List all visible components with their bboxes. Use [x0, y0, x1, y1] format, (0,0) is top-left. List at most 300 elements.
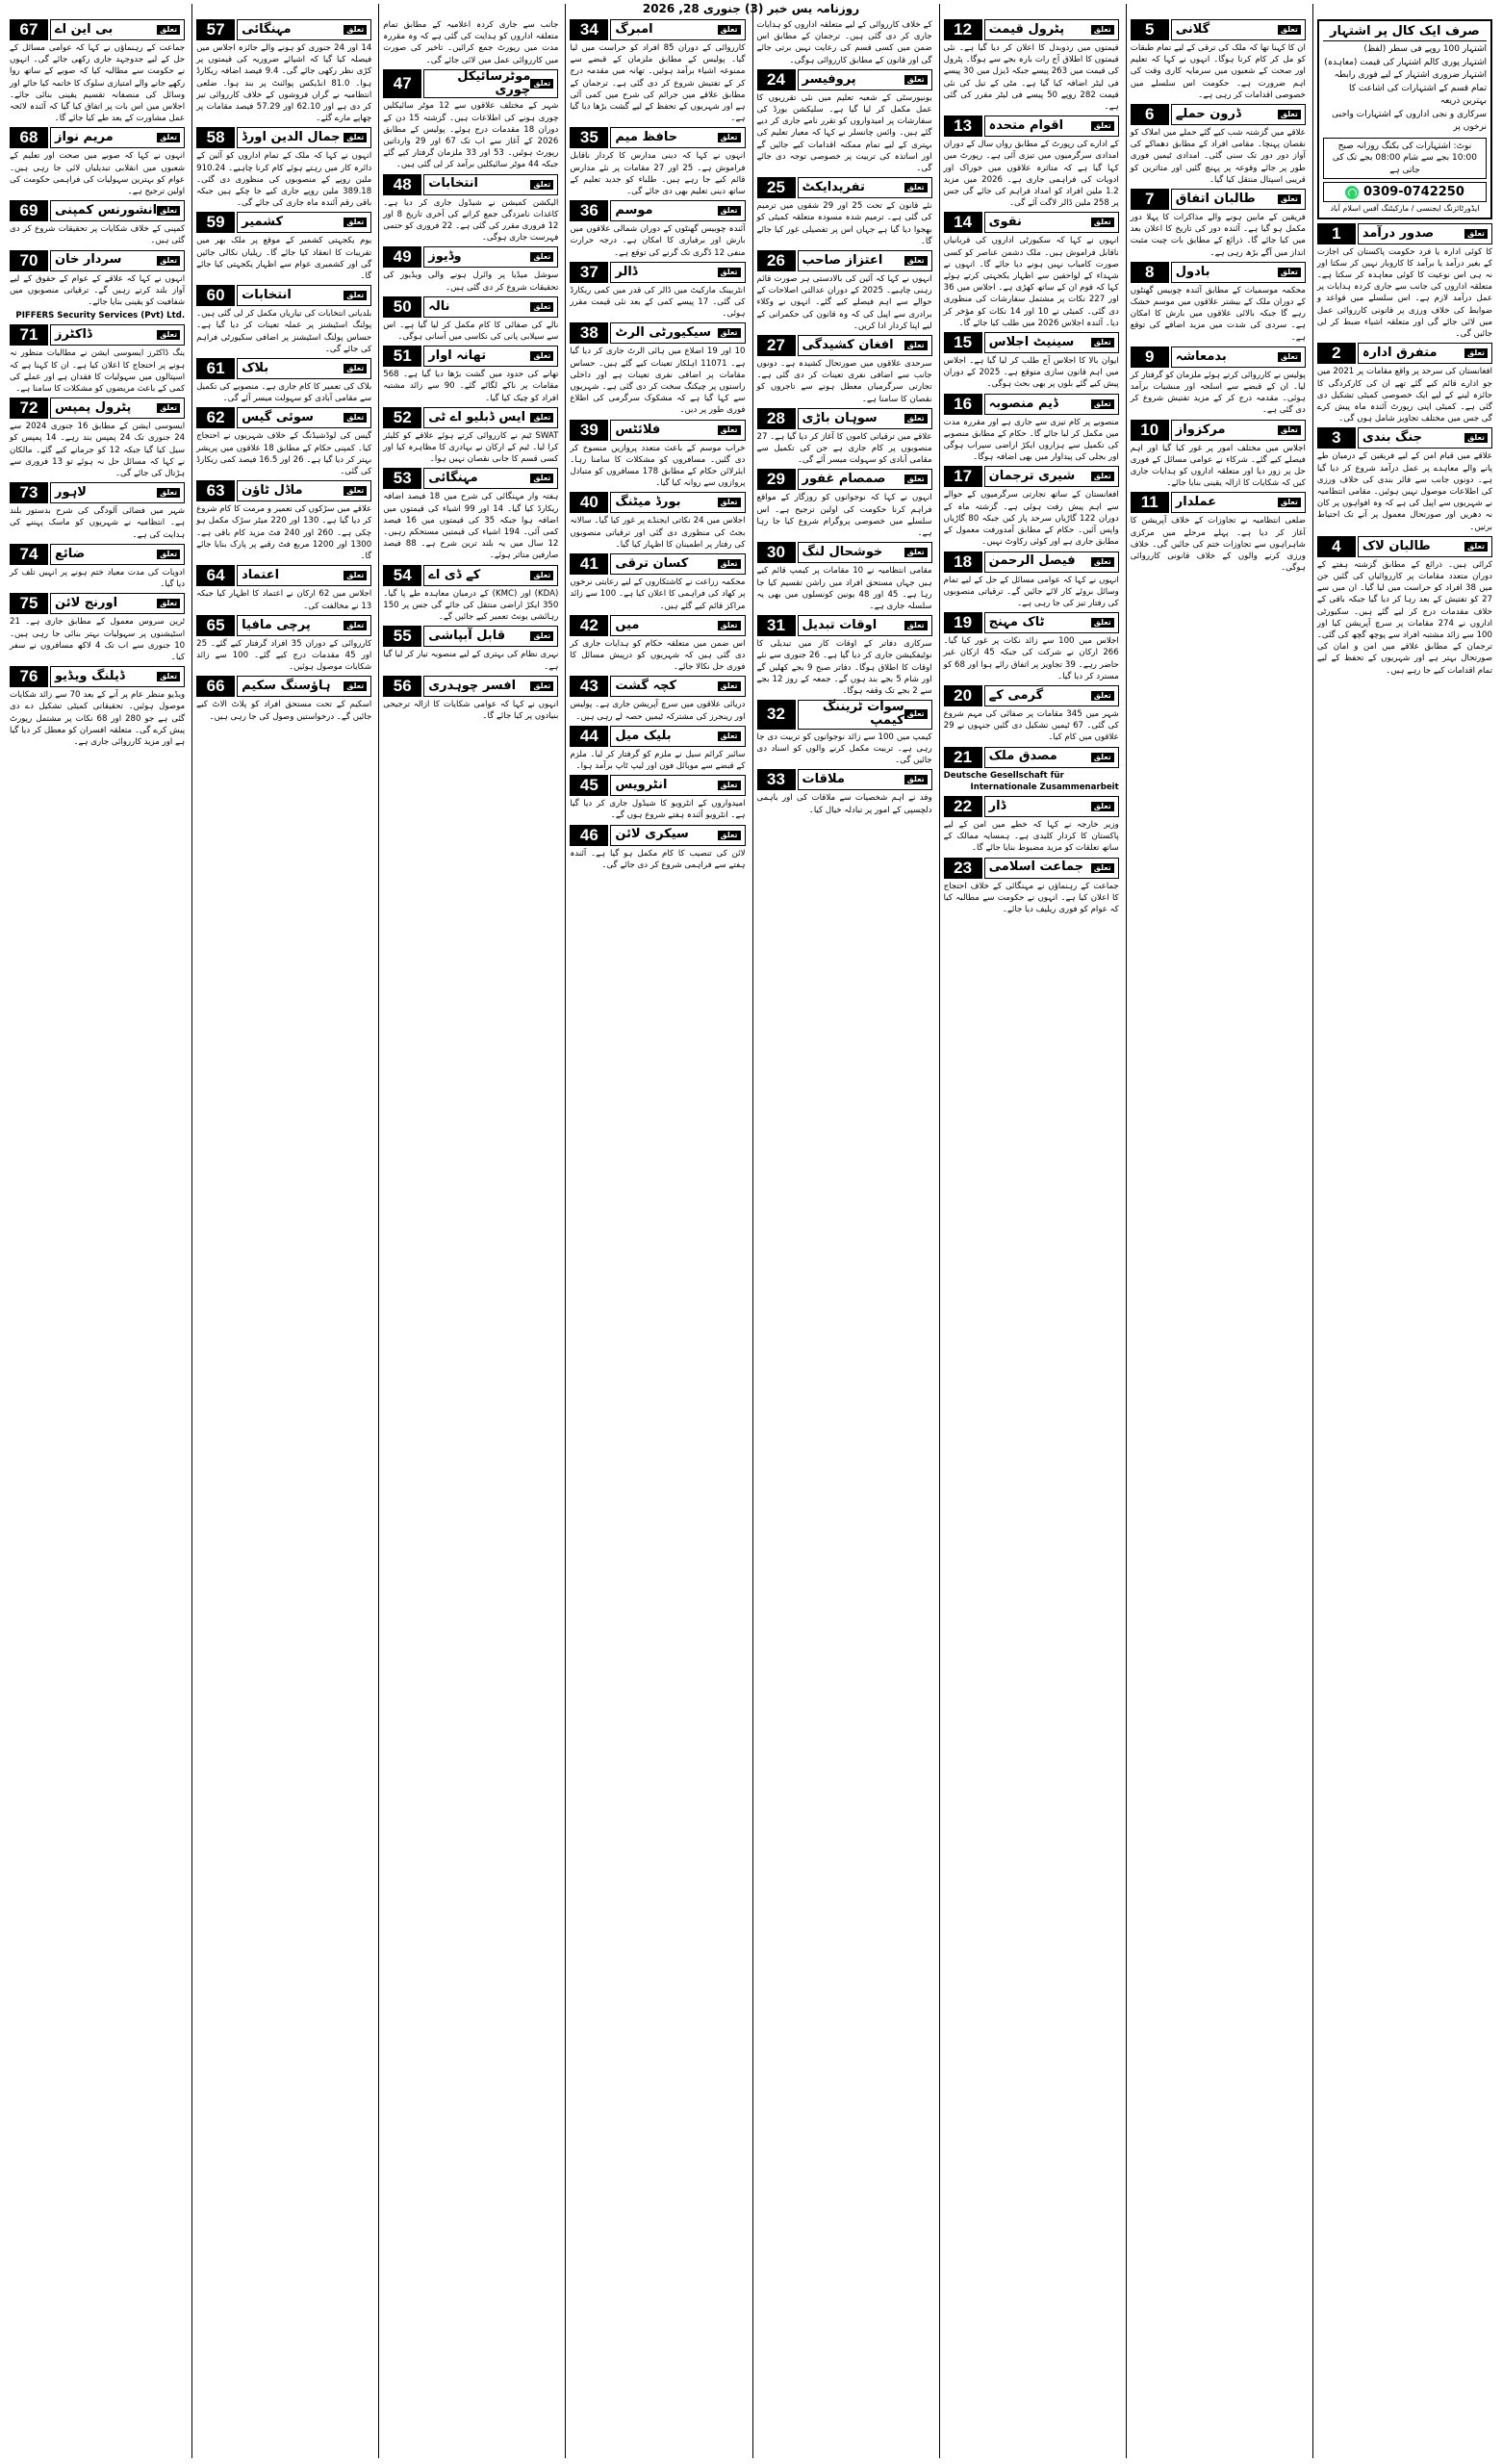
news-item-body: مقامی انتظامیہ نے 10 مقامات پر کیمپ قائم کیے ہیں جہاں مستحق افراد میں راشن تقسیم کیا جا رہا ہے۔ 45 اور 48 یونین کونسلوں میں بھی یہ سلسلہ جاری ہے۔: [756, 566, 932, 611]
news-item-title[interactable]: [50, 250, 185, 271]
news-item-title-text: موٹرسائیکل چوری: [457, 68, 531, 98]
news-item-body: بلاک کی تعمیر کا کام جاری ہے۔ منصوبے کی تکمیل سے مقامی آبادی کو سہولت میسر آئے گی۔: [196, 382, 372, 404]
news-item: [570, 553, 745, 612]
news-item-title[interactable]: [50, 19, 185, 40]
news-item-body: Deutsche Gesellschaft für Internationale Zusammenarbeit: [943, 770, 1119, 792]
news-item-body: ایسوسی ایشن کے مطابق 16 جنوری 2024 سے 24 جنوری تک 24 پمپس بند رہے۔ 14 پمپس کو سیل کیا گیا جبکہ 12 کو جرمانے کیے گئے۔ مالکان نے کہا کہ مسائل حل نہ ہوئے تو 13 فروری سے ہڑتال کی جائے گی۔: [10, 422, 186, 479]
news-item-body: (KDA) اور (KMC) کے درمیان معاہدہ طے پا گیا۔ 350 ایکڑ اراضی منتقل کی جائے گی جس پر 150 رہائشی یونٹ تعمیر کیے جائیں گے۔: [383, 588, 559, 623]
news-item-number: 30: [757, 542, 796, 563]
news-item-title[interactable]: [423, 346, 558, 367]
news-item-tag: تعلق: [904, 414, 928, 424]
news-item-number: 23: [944, 858, 982, 879]
news-item-tag: تعلق: [344, 364, 367, 373]
news-item-tag: تعلق: [157, 256, 180, 266]
news-item: [10, 666, 185, 748]
news-item-body: انٹربینک مارکیٹ میں ڈالر کی قدر میں کمی ریکارڈ کی گئی۔ 17 پیسے کمی کے بعد نئی قیمت مقرر ہوئی۔: [570, 285, 746, 320]
ad-phone-number: 0309-0742250: [1362, 185, 1464, 200]
news-item-header: [1131, 262, 1306, 283]
news-item-body: منصوبے پر کام تیزی سے جاری ہے اور مقررہ مدت میں مکمل کر لیا جائے گا۔ حکام کے مطابق منصوبے کی تکمیل سے ہزاروں ایکڑ اراضی سیراب ہوگی اور بجلی کی پیداوار میں بھی اضافہ ہوگا۔: [943, 417, 1119, 463]
news-item-tag: تعلق: [1278, 425, 1301, 435]
news-item-title-text: کے ڈی اے: [428, 567, 481, 582]
news-item: [757, 700, 932, 766]
news-item-title-text: طالبان لاک: [1362, 538, 1431, 553]
news-item-title[interactable]: [423, 69, 558, 99]
news-item-number: 68: [10, 127, 48, 148]
news-item: [757, 69, 932, 174]
news-item-header: [570, 322, 745, 344]
news-item-title[interactable]: [50, 482, 185, 503]
news-item-title[interactable]: [610, 200, 745, 221]
news-item-title[interactable]: [237, 615, 371, 636]
news-item-number: 7: [1131, 189, 1169, 210]
news-item-body: پولیس نے کارروائی کرتے ہوئے ملزمان کو گرفتار کر لیا۔ ان کے قبضے سے اسلحہ اور منشیات برآمد ہوئی۔ مقدمہ درج کر کے مزید تفتیش شروع کر دی گئی ہے۔: [1130, 370, 1306, 416]
news-item-title[interactable]: [610, 676, 745, 697]
news-item-title[interactable]: [798, 335, 932, 356]
news-item-title[interactable]: [50, 398, 185, 419]
news-item: [944, 19, 1119, 113]
news-item-title[interactable]: [423, 565, 558, 586]
news-item-number: 27: [757, 335, 796, 356]
news-item: [944, 858, 1119, 916]
news-item-number: 70: [10, 250, 48, 271]
news-item-title[interactable]: [984, 552, 1119, 573]
news-item-title[interactable]: [984, 466, 1119, 487]
news-item: [757, 19, 932, 66]
news-item-tag: تعلق: [718, 559, 741, 569]
news-item-body: نئے قانون کے تحت 25 اور 29 شقوں میں ترمیم کی گئی ہے۔ ترمیم شدہ مسودہ متعلقہ کمیٹی کو بھجوا دیا گیا ہے جہاں اس پر تفصیلی غور کیا جائے گا۔: [756, 201, 932, 246]
news-item: [757, 408, 932, 467]
news-item-header: [570, 825, 745, 846]
news-item: [1317, 343, 1492, 424]
news-item-title[interactable]: [984, 747, 1119, 768]
news-item-body: نالے کی صفائی کا کام مکمل کر لیا گیا ہے۔ اس سے سیلابی پانی کی نکاسی میں آسانی ہوگی۔: [383, 320, 559, 343]
news-item-title[interactable]: [423, 174, 558, 195]
news-item: [1131, 262, 1306, 344]
news-item-title[interactable]: [1171, 19, 1306, 40]
news-item-header: [1131, 19, 1306, 40]
news-item-body: افغانستان کی سرحد پر واقع مقامات پر 2021 میں جو ادارے قائم کیے گئے تھے ان کی کارکردگی کا جائزہ لینے کے لیے ایک خصوصی کمیٹی تشکیل دی گئی ہے۔ کمیٹی اپنی رپورٹ آئندہ ماہ پیش کرے گی جس میں مختلف تجاویز شامل ہوں گی۔: [1316, 367, 1492, 424]
news-item-title[interactable]: [798, 769, 932, 790]
news-item-body: الیکشن کمیشن نے شیڈول جاری کر دیا ہے۔ کاغذات نامزدگی جمع کرانے کی آخری تاریخ 8 اور 12 فروری مقرر کی گئی ہے۔ 22 فروری کو حتمی فہرست جاری ہوگی۔: [383, 197, 559, 244]
news-item-body: اجلاس میں 62 ارکان نے اعتماد کا اظہار کیا جبکہ 13 نے مخالفت کی۔: [196, 589, 372, 611]
news-item-title-text: متفرق ادارہ: [1362, 346, 1438, 361]
news-item-title[interactable]: [984, 685, 1119, 706]
news-item-number: 20: [944, 685, 982, 706]
news-item-number: 42: [570, 615, 608, 636]
column-3: [939, 4, 1123, 2458]
news-item-body: شہر کے مختلف علاقوں سے 12 موٹر سائیکلیں چوری ہونے کی اطلاعات ہیں۔ گزشتہ 15 دن کے دوران 18 مقدمات درج ہوئے۔ پولیس کے مطابق 2026 کے آغاز سے اب تک 67 اور 29 وارداتیں رپورٹ ہوئیں۔ 53 اور 33 ملزمان گرفتار کیے گئے جبکہ 44 موٹر سائیکلیں برآمد کر لی گئی ہیں۔: [383, 101, 559, 170]
news-item-number: 31: [757, 615, 796, 636]
news-item-header: [196, 615, 371, 636]
news-item-header: [944, 466, 1119, 487]
news-item: [570, 775, 745, 821]
news-item: [944, 394, 1119, 464]
news-item-header: [10, 127, 185, 148]
news-item-body: جانب سے جاری کردہ اعلامیہ کے مطابق تمام متعلقہ اداروں کو ہدایت کی گئی ہے کہ وہ مقررہ مدت میں رپورٹ جمع کرائیں۔ تاخیر کی صورت میں کارروائی عمل میں لائی جائے گی۔: [383, 20, 559, 65]
news-item-body: کے ادارے کی رپورٹ کے مطابق رواں سال کے دوران امدادی سرگرمیوں میں تیزی آئی ہے۔ رپورٹ میں کہا گیا ہے کہ متاثرہ علاقوں میں خوراک اور ادویات کی فراہمی جاری ہے۔ 2026 میں مزید 1.2 ملین افراد کو امداد فراہم کی جائے گی جس پر 258 ملین ڈالر لاگت آئے گی۔: [943, 140, 1119, 209]
news-item: [383, 626, 558, 672]
news-item-title[interactable]: [50, 200, 185, 221]
news-item-number: 5: [1131, 19, 1169, 40]
news-item-header: [570, 615, 745, 636]
news-item-title[interactable]: [423, 407, 558, 428]
news-item: [1131, 346, 1306, 417]
news-item: [944, 212, 1119, 329]
news-item-title[interactable]: [984, 332, 1119, 353]
news-item-tag: تعلق: [344, 621, 367, 630]
news-item-title-text: کچہ گشت: [615, 679, 676, 694]
news-item-header: [10, 544, 185, 565]
news-item-tag: تعلق: [530, 351, 553, 361]
news-item-title[interactable]: [50, 544, 185, 565]
news-item-tag: تعلق: [157, 330, 180, 340]
news-item-title[interactable]: [1358, 343, 1492, 364]
news-item-title[interactable]: [610, 19, 745, 40]
news-item-body: آئندہ چوبیس گھنٹوں کے دوران شمالی علاقوں میں بارش اور برفباری کا امکان ہے۔ درجہ حرارت منفی 12 ڈگری تک گرنے کی توقع ہے۔: [570, 224, 746, 258]
news-item-header: [1317, 223, 1492, 244]
news-item-title[interactable]: [984, 116, 1119, 137]
news-item-number: 41: [570, 553, 608, 575]
news-item-title[interactable]: [610, 615, 745, 636]
news-item-title-text: بلیک میل: [615, 728, 672, 743]
news-item: [383, 19, 558, 66]
news-item-body: 14 اور 24 جنوری کو ہونے والے جائزہ اجلاس میں فیصلہ کیا گیا کہ اشیائے ضروریہ کی قیمتوں پر کڑی نظر رکھی جائے گی۔ 9.4 فیصد اضافہ ریکارڈ ہوا۔ 81.0 انڈیکس پوائنٹ پر بند ہوا۔ ضلعی انتظامیہ نے گراں فروشوں کے خلاف کارروائی تیز کر دی ہے اور 62.10 اور 57.29 فیصد مقامات پر چھاپے مارے گئے۔: [196, 43, 372, 124]
news-item: [10, 200, 185, 246]
news-item-number: 47: [383, 69, 421, 99]
news-item-body: بلدیاتی انتخابات کی تیاریاں مکمل کر لی گئی ہیں۔ پولنگ اسٹیشنز پر عملہ تعینات کر دیا گیا ہے۔ حساس پولنگ اسٹیشنز پر اضافی سکیورٹی فراہم کی جائے گی۔: [196, 309, 372, 354]
news-item-number: 17: [944, 466, 982, 487]
news-item-header: [10, 250, 185, 271]
news-item-body: اجلاس میں 100 سے زائد نکات پر غور کیا گیا۔ 266 ارکان نے شرکت کی جبکہ 45 ارکان غیر حاضر رہے۔ 39 تجاویز پر اتفاق رائے ہوا اور 68 کو مسترد کر دیا گیا۔: [943, 636, 1119, 681]
news-item-title[interactable]: [798, 69, 932, 90]
news-item-body: کیمپ میں 100 سے زائد نوجوانوں کو تربیت دی جا رہی ہے۔ تربیت مکمل کرنے والوں کو اسناد دی جائیں گی۔: [756, 732, 932, 766]
news-item-body: نہری نظام کی بہتری کے لیے منصوبہ تیار کر لیا گیا ہے۔: [383, 650, 559, 672]
news-item-title[interactable]: [610, 726, 745, 747]
news-item-number: 43: [570, 676, 608, 697]
news-item-title-text: سیکری لائن: [615, 827, 689, 842]
news-item-title[interactable]: [423, 296, 558, 318]
news-item-title[interactable]: [984, 858, 1119, 879]
news-item-title[interactable]: [984, 212, 1119, 233]
news-item-number: 4: [1317, 536, 1356, 557]
news-item-header: [944, 116, 1119, 137]
news-item-body: قیمتوں میں ردوبدل کا اعلان کر دیا گیا ہے۔ نئی قیمتوں کا اطلاق آج رات بارہ بجے سے ہوگا۔ پٹرول کی قیمت میں 263 پیسے جبکہ ڈیزل میں 30 پیسے فی لیٹر اضافہ کیا گیا ہے۔ مٹی کے تیل کی نئی قیمت 282 روپے 50 پیسے فی لیٹر مقرر کی گئی ہے۔: [943, 43, 1119, 113]
news-item: [757, 250, 932, 332]
news-item-title[interactable]: [1171, 346, 1306, 368]
news-item-header: [944, 332, 1119, 353]
news-item-title[interactable]: [1171, 492, 1306, 513]
news-item-body: کا کوئی ادارہ یا فرد حکومت پاکستان کی اجازت کے بغیر درآمد یا برآمد کا کاروبار نہیں کر سکتا اور نہ ہی اس نوعیت کا کوئی معاہدہ کر سکتا ہے۔ متعلقہ اداروں کی جانب سے جاری کردہ ہدایات پر عمل درآمد لازم ہے۔ اس سلسلے میں قواعد و ضوابط کی خلاف ورزی پر قانونی کارروائی عمل میں لائی جائے گی اور متعلقہ اشیاء ضبط کر لی جائیں گی۔: [1316, 246, 1492, 340]
news-item-tag: تعلق: [1464, 433, 1488, 443]
news-item-body: انہوں نے کہا کہ عوامی مسائل کے حل کے لیے تمام وسائل بروئے کار لائے جائیں گے۔ ترقیاتی منصوبوں کی رفتار تیز کی جا رہی ہے۔: [943, 575, 1119, 608]
news-item-title-text: مرکزواز: [1175, 422, 1226, 437]
news-item-number: 69: [10, 200, 48, 221]
news-item-tag: تعلق: [904, 548, 928, 557]
news-item-number: 6: [1131, 104, 1169, 125]
news-item-body: خراب موسم کے باعث متعدد پروازیں منسوخ کر دی گئیں۔ مسافروں کو مشکلات کا سامنا رہا۔ ایئرلائن حکام کے مطابق 178 مسافروں کو متبادل پروازوں سے روانہ کیا گیا۔: [570, 443, 746, 489]
news-item-header: [196, 285, 371, 306]
news-item-tag: تعلق: [530, 180, 553, 190]
news-item-tag: تعلق: [904, 75, 928, 85]
news-item-title[interactable]: [1171, 420, 1306, 441]
news-item-title-text: بی این اے: [55, 21, 114, 37]
news-item-title[interactable]: [798, 408, 932, 429]
news-item: [944, 747, 1119, 793]
news-item-header: [383, 676, 558, 697]
news-item-title[interactable]: [423, 246, 558, 268]
news-item-title[interactable]: [423, 676, 558, 697]
news-item-header: [944, 858, 1119, 879]
news-item-body: امیدواروں کے انٹرویو کا شیڈول جاری کر دیا گیا ہے۔ انٹرویو آئندہ ہفتے شروع ہوں گے۔: [570, 799, 746, 821]
news-item-title[interactable]: [984, 394, 1119, 415]
news-item-title[interactable]: [610, 825, 745, 846]
news-item-number: 75: [10, 593, 48, 614]
news-item-title[interactable]: [237, 565, 371, 586]
news-item-number: 52: [383, 407, 421, 428]
news-item-title-text: تھانہ اوار: [428, 348, 487, 364]
news-item-tag: تعلق: [904, 775, 928, 784]
news-item-title-text: ملاقات: [802, 772, 845, 787]
news-item-title-text: شیری ترجمان: [988, 469, 1076, 484]
news-item-number: 28: [757, 408, 796, 429]
news-item-tag: تعلق: [157, 133, 180, 142]
news-item-title[interactable]: [50, 666, 185, 687]
news-item-title-text: جماعت اسلامی: [988, 860, 1084, 875]
news-item-header: [570, 200, 745, 221]
news-item-title-text: موسم: [615, 203, 653, 218]
news-item-header: [383, 174, 558, 195]
news-item-number: 51: [383, 346, 421, 367]
news-item-title[interactable]: [50, 324, 185, 346]
news-item-title[interactable]: [1358, 223, 1492, 244]
news-item-title-text: ماڈل ٹاؤن: [242, 483, 303, 499]
news-item: [10, 250, 185, 322]
news-item-body: وزیر خارجہ نے کہا کہ خطے میں امن کے لیے پاکستان کا کردار کلیدی ہے۔ ہمسایہ ممالک کے ساتھ تعلقات کو مزید مضبوط بنایا جائے گا۔: [943, 819, 1119, 854]
news-item-title[interactable]: [50, 127, 185, 148]
news-item-title[interactable]: [798, 615, 932, 636]
ad-phone-bar[interactable]: [1323, 182, 1487, 202]
news-item: [944, 552, 1119, 610]
news-item-body: اجلاس میں مختلف امور پر غور کیا گیا اور اہم فیصلے کیے گئے۔ شرکاء نے عوامی مسائل کے فوری حل پر زور دیا اور متعلقہ اداروں کو ہدایات جاری کیں کہ شکایات کا ازالہ یقینی بنایا جائے۔: [1130, 443, 1306, 489]
news-item-body: ٹرین سروس معمول کے مطابق جاری ہے۔ 21 اسٹیشنوں پر سہولیات بہتر بنائی جا رہی ہیں۔ 10 جنوری سے اب تک 4 لاکھ مسافروں نے سفر کیا۔: [10, 617, 186, 662]
news-item-title[interactable]: [50, 593, 185, 614]
news-item: [570, 200, 745, 259]
news-item-title-text: جنگ بندی: [1362, 430, 1422, 446]
news-item-header: [196, 565, 371, 586]
news-item-title[interactable]: [798, 542, 932, 563]
news-item: [757, 335, 932, 405]
news-item: [196, 127, 371, 209]
news-item-tag: تعلق: [718, 831, 741, 840]
news-item-title[interactable]: [798, 469, 932, 490]
news-item-title[interactable]: [237, 285, 371, 306]
news-item: [570, 825, 745, 871]
news-item-title[interactable]: [1358, 427, 1492, 449]
news-item-body: کرائی ہیں۔ ذرائع کے مطابق گزشتہ ہفتے کے دوران متعدد مقامات پر کارروائیاں کی گئیں جن میں 38 افراد کو حراست میں لیا گیا۔ ان میں سے 27 کو تفتیش کے بعد رہا کر دیا گیا جبکہ باقی کے خلاف مقدمات درج کر لیے گئے ہیں۔ سکیورٹی اداروں نے 274 مقامات پر سرچ آپریشن کیا اور 100 سے زائد مشتبہ افراد سے پوچھ گچھ کی گئی۔ ترجمان کے مطابق علاقے میں امن و امان کی صورتحال بہتر ہے اور شہریوں کے تحفظ کے لیے تمام اقدامات کیے جا رہے ہیں۔: [1316, 559, 1492, 676]
news-item-title[interactable]: [237, 480, 371, 501]
news-item-header: [383, 565, 558, 586]
news-item-title[interactable]: [1358, 536, 1492, 557]
news-item-number: 71: [10, 324, 48, 346]
news-item-title-text: پٹرول پمپس: [55, 400, 132, 416]
news-item-title-text: سینیٹ اجلاس: [988, 334, 1075, 349]
news-item-tag: تعلق: [1278, 268, 1301, 277]
news-item: [196, 407, 371, 477]
news-item-body: محکمہ موسمیات کے مطابق آئندہ چوبیس گھنٹوں کے دوران ملک کے بیشتر علاقوں میں موسم خشک رہے گا جبکہ بالائی علاقوں میں بارش کا امکان ہے۔ سردی کی شدت میں مزید اضافے کی توقع ہے۔: [1130, 285, 1306, 343]
news-item-body: علاقے میں قیام امن کے لیے فریقین کے درمیان طے پانے والے معاہدے پر عمل درآمد شروع کر دیا گیا ہے۔ دونوں جانب سے فائر بندی کی خلاف ورزی کی اطلاعات موصول نہیں ہوئیں۔ مقامی انتظامیہ نے شہریوں سے اپیل کی ہے کہ وہ افواہوں پر کان نہ دھریں اور صورتحال معمول پر آنے تک احتیاط برتیں۔: [1316, 451, 1492, 532]
news-item-title[interactable]: [798, 700, 932, 730]
news-item-tag: تعلق: [718, 328, 741, 338]
news-item-body: سائبر کرائم سیل نے ملزم کو گرفتار کر لیا۔ ملزم کے قبضے سے موبائل فون اور لیپ ٹاپ برآمد ہوا۔: [570, 749, 746, 771]
news-item-title[interactable]: [237, 19, 371, 40]
news-item-header: [196, 676, 371, 697]
news-item-tag: تعلق: [1278, 110, 1301, 119]
news-item-title[interactable]: [237, 358, 371, 379]
news-item-title[interactable]: [1171, 189, 1306, 210]
news-item-number: 48: [383, 174, 421, 195]
ad-line-4: تمام قسم کے اشتہارات کی اشاعت کا بہترین ذریعہ: [1349, 83, 1487, 106]
news-item-number: 18: [944, 552, 982, 573]
news-item-title-text: وڈیوز: [428, 249, 462, 265]
news-item-number: 59: [196, 212, 235, 233]
news-item-title-text: میں: [615, 617, 640, 632]
news-item-header: [944, 685, 1119, 706]
news-item-tag: تعلق: [157, 25, 180, 35]
news-item-title[interactable]: [610, 492, 745, 513]
news-item-title-text: ڈالر: [615, 264, 638, 279]
news-item: [196, 480, 371, 562]
news-item-tag: تعلق: [157, 403, 180, 413]
news-item: [10, 398, 185, 479]
news-item: [383, 565, 558, 624]
news-item-title-text: بلاک: [242, 360, 269, 375]
news-item-tag: تعلق: [718, 681, 741, 691]
news-item-number: 3: [1317, 427, 1356, 449]
news-item-title[interactable]: [423, 626, 558, 647]
news-item-tag: تعلق: [1091, 691, 1114, 701]
news-item-title-text: مریم نواز: [55, 130, 114, 145]
news-item-tag: تعلق: [904, 256, 928, 266]
news-item-header: [757, 408, 932, 429]
news-item-number: 45: [570, 775, 608, 796]
news-item-header: [944, 394, 1119, 415]
news-item-header: [10, 593, 185, 614]
news-item-title[interactable]: [798, 250, 932, 271]
news-item-title-text: صمصام غفور: [802, 472, 886, 487]
news-item-title[interactable]: [798, 177, 932, 198]
news-item-header: [383, 296, 558, 318]
news-item-title-text: مصدق ملک: [988, 749, 1057, 764]
news-item-title-text: انتخابات: [428, 176, 478, 192]
news-item-body: افغانستان کے ساتھ تجارتی سرگرمیوں کے حوالے سے اہم پیش رفت ہوئی ہے۔ گزشتہ ماہ کے دوران 122 گاڑیاں سرحد پار کیں جبکہ 80 گاڑیاں واپس آئیں۔ حکام کے مطابق آمدورفت معمول کے مطابق جاری ہے اور کوئی رکاوٹ نہیں۔: [943, 490, 1119, 548]
news-item-header: [944, 747, 1119, 768]
news-item-number: 53: [383, 468, 421, 489]
news-item-title[interactable]: [1171, 104, 1306, 125]
news-item-body: کارروائی کے دوران 35 افراد گرفتار کیے گئے۔ 25 اور 45 مقدمات درج کیے گئے۔ 100 سے زائد شکایات موصول ہوئیں۔: [196, 638, 372, 673]
news-item-number: 56: [383, 676, 421, 697]
news-item-title[interactable]: [984, 19, 1119, 40]
news-item-body: یونیورسٹی کے شعبہ تعلیم میں نئی تقرریوں کا عمل مکمل کر لیا گیا ہے۔ سلیکشن بورڈ کی سفارشات پر امیدواروں کو تقرر نامے جاری کر دیے گئے ہیں۔ وائس چانسلر نے کہا کہ معیار تعلیم کی بہتری کے لیے تمام ممکنہ اقدامات کیے جائیں گے اور اساتذہ کی تربیت پر خصوصی توجہ دی جائے گی۔: [756, 92, 932, 174]
news-item-title[interactable]: [610, 420, 745, 441]
news-item-title-text: صدور درآمد: [1362, 225, 1435, 241]
news-item: [1317, 223, 1492, 341]
news-item-header: [10, 324, 185, 346]
news-item-title-text: اورنج لائن: [55, 596, 118, 611]
news-item: [570, 726, 745, 772]
news-item-title[interactable]: [1171, 262, 1306, 283]
news-item-title[interactable]: [984, 612, 1119, 633]
news-item-tag: تعلق: [1091, 557, 1114, 567]
news-item-header: [570, 553, 745, 575]
news-item-number: 26: [757, 250, 796, 271]
news-item-number: 10: [1131, 420, 1169, 441]
news-item-title[interactable]: [237, 676, 371, 697]
news-item-header: [383, 246, 558, 268]
news-item-title[interactable]: [610, 262, 745, 283]
news-item-title[interactable]: [610, 553, 745, 575]
news-item-title-text: نقوی: [988, 215, 1022, 230]
news-item-number: 73: [10, 482, 48, 503]
news-item-body: ان کا کہنا تھا کہ ملک کی ترقی کے لیے تمام طبقات کو مل کر کام کرنا ہوگا۔ انہوں نے کہا کہ تعلیم اور صحت کے شعبوں میں سرمایہ کاری وقت کی اہم ضرورت ہے۔ حکومت اس سلسلے میں خصوصی اقدامات کر رہی ہے۔: [1130, 43, 1306, 100]
ad-title: صرف ایک کال پر اشتہار: [1323, 24, 1487, 41]
news-item-title[interactable]: [610, 775, 745, 796]
news-item-title-text: سردار خان: [55, 252, 122, 268]
news-item-tag: تعلق: [157, 599, 180, 608]
news-item-title-text: جمال الدین اورڈ: [242, 130, 341, 145]
news-item-title[interactable]: [237, 407, 371, 428]
news-item-title-text: مہنگائی: [242, 21, 292, 37]
news-item-tag: تعلق: [530, 413, 553, 423]
news-item-title[interactable]: [423, 468, 558, 489]
news-item-title-text: اعتزاز صاحب: [802, 252, 883, 268]
news-item-title-text: پرچی مافیا: [242, 617, 311, 632]
news-item-title-text: قابل آبپاشی: [428, 629, 506, 644]
news-item-tag: تعلق: [1464, 348, 1488, 358]
news-item-title[interactable]: [984, 796, 1119, 817]
news-item-header: [196, 19, 371, 40]
news-item-title[interactable]: [610, 127, 745, 148]
news-item-body: اس ضمن میں متعلقہ حکام کو ہدایات جاری کر دی گئی ہیں کہ شہریوں کو درپیش مسائل کا فوری حل نکالا جائے۔: [570, 638, 746, 673]
news-item-tag: تعلق: [530, 252, 553, 262]
news-item-title[interactable]: [610, 322, 745, 344]
news-item-body: فریقین کے مابین ہونے والے مذاکرات کا پہلا دور مکمل ہو گیا ہے۔ آئندہ دور کی تاریخ کا اعلان بعد میں کیا جائے گا۔ ذرائع کے مطابق بات چیت مثبت انداز میں آگے بڑھ رہی ہے۔: [1130, 213, 1306, 258]
news-item-number: 64: [196, 565, 235, 586]
news-item-header: [10, 666, 185, 687]
news-item-tag: تعلق: [904, 183, 928, 192]
news-item-body: جماعت کے رہنماؤں نے کہا کہ عوامی مسائل کے حل کے لیے جدوجہد جاری رکھی جائے گی۔ انہوں نے حکومت سے مطالبہ کیا کہ صوبے کے ساتھ روا رکھے جانے والے امتیازی سلوک کا خاتمہ کیا جائے اور وسائل کی منصفانہ تقسیم یقینی بنائی جائے۔ اجلاس میں اس بات پر اتفاق کیا گیا کہ آئندہ لائحہ عمل مشاورت کے بعد طے کیا جائے گا۔: [10, 43, 186, 124]
news-item-number: 63: [196, 480, 235, 501]
news-item-body: انہوں نے کہا کہ صوبے میں صحت اور تعلیم کے شعبوں میں انقلابی تبدیلیاں لائی جا رہی ہیں۔ عوام کو بہترین سہولیات کی فراہمی حکومت کی اولین ترجیح ہے۔: [10, 151, 186, 197]
news-item-number: 54: [383, 565, 421, 586]
news-item: [10, 544, 185, 590]
news-item-number: 29: [757, 469, 796, 490]
news-item: [944, 332, 1119, 391]
news-item-title-text: گلانی: [1175, 21, 1210, 37]
news-item-title-text: بادول: [1175, 264, 1210, 279]
news-item-tag: تعلق: [157, 206, 180, 216]
news-item-number: 32: [757, 700, 796, 730]
news-item-number: 22: [944, 796, 982, 817]
news-item: [10, 324, 185, 395]
ad-line-3: اشتہار ضروری اشتہار کے لیے فوری رابطہ: [1334, 70, 1487, 80]
news-item-title-text: ضائع: [55, 546, 86, 561]
news-item-title-text: فلائٹس: [615, 422, 661, 437]
news-item-title[interactable]: [237, 127, 371, 148]
news-item-body: کمپنی کے خلاف شکایات پر تحقیقات شروع کر دی گئی ہیں۔: [10, 224, 186, 246]
news-item-tag: تعلق: [718, 498, 741, 507]
news-item-number: 74: [10, 544, 48, 565]
news-item-title[interactable]: [237, 212, 371, 233]
